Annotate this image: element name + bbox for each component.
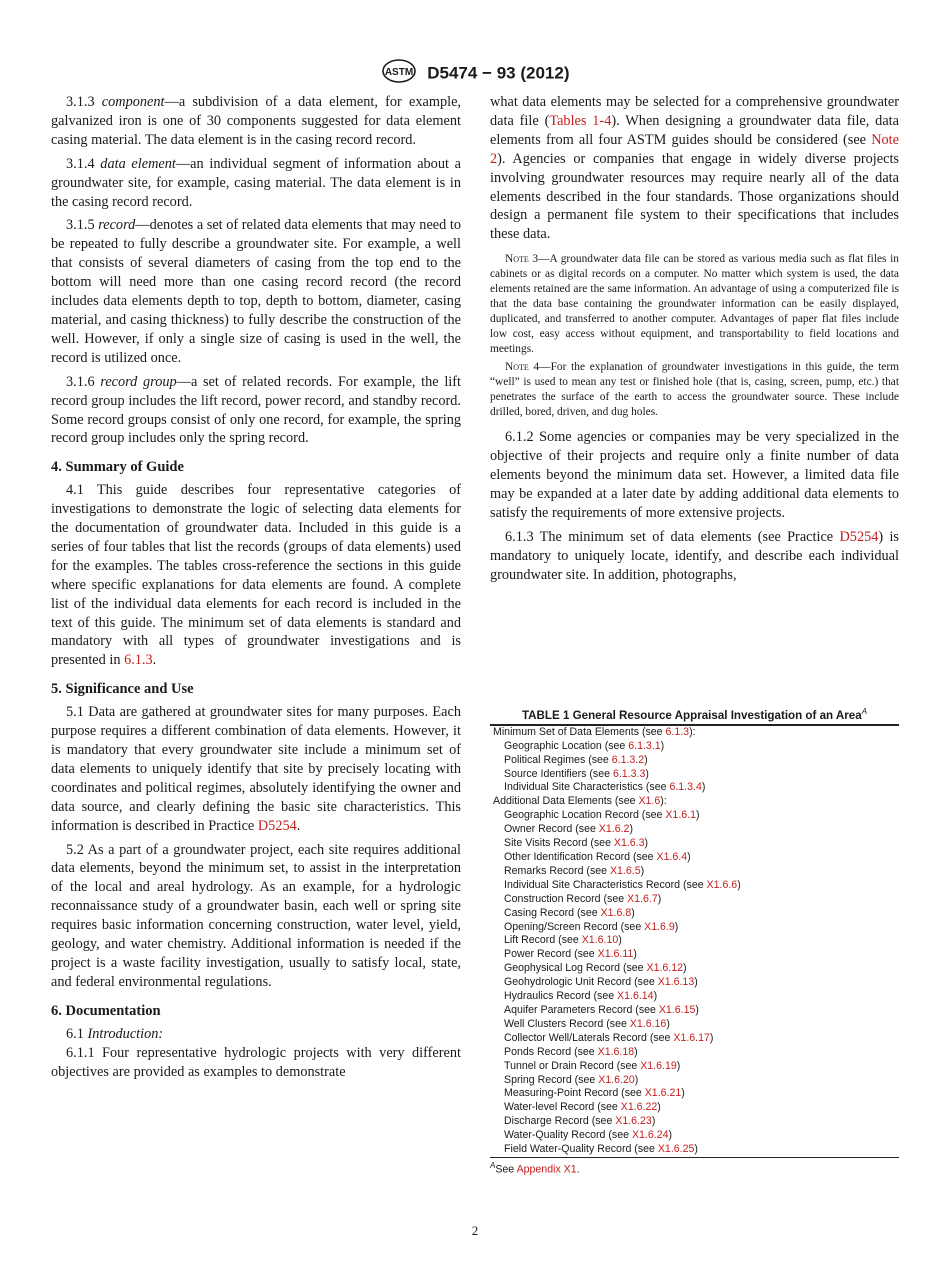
table-row-label: Aquifer Parameters Record (see xyxy=(504,1003,659,1016)
section-6-1-2: 6.1.2 Some agencies or companies may be very specialized in the objective of their projects and require only a finite number of data elements beyond the minimum data set. However, a limited data file may be expanded at a later date by adding additional data elements to satisfy the requirements of more extensive projects. xyxy=(490,429,899,521)
table-row-tail: ) xyxy=(681,1087,685,1100)
table-row xyxy=(490,781,899,795)
table-row-label: Tunnel or Drain Record (see xyxy=(504,1059,641,1072)
table-row-label: Geophysical Log Record (see xyxy=(504,962,647,975)
table-row-label: Political Regimes (see xyxy=(504,753,612,766)
section-3-1-4: 3.1.4 data element—an individual segment of information about a groundwater site, for example, casing material. The data element is in the casing record record. xyxy=(51,155,461,210)
page-header xyxy=(0,58,950,89)
table-row-ref-link[interactable]: X1.6.7 xyxy=(627,892,658,905)
table-row-ref-link[interactable]: X1.6.19 xyxy=(640,1059,677,1072)
table-row-ref-link[interactable]: X1.6.23 xyxy=(615,1115,652,1128)
table-row-ref-link[interactable]: X1.6.12 xyxy=(646,962,684,975)
table-row xyxy=(490,837,899,851)
table-row xyxy=(490,893,899,907)
right-column xyxy=(490,93,899,590)
table-row-ref-link[interactable]: X1.6.16 xyxy=(629,1017,667,1030)
table-row-label: Field Water-Quality Record (see xyxy=(504,1143,658,1156)
table-row-label: Measuring-Point Record (see xyxy=(504,1087,645,1100)
table-row-label: Remarks Record (see xyxy=(504,864,610,877)
left-column xyxy=(51,93,461,1086)
table-row-tail: ) xyxy=(634,1073,639,1086)
table-row xyxy=(490,1060,899,1074)
table-row-ref-link[interactable]: 6.1.3 xyxy=(665,725,690,738)
table-row-label: Water-Quality Record (see xyxy=(504,1129,632,1142)
table-row-label: Construction Record (see xyxy=(504,892,628,905)
svg-text:ASTM: ASTM xyxy=(384,67,413,78)
table-row xyxy=(490,879,899,893)
astm-logo-icon xyxy=(381,58,417,89)
table-row-tail: ) xyxy=(695,1003,699,1016)
table-row xyxy=(490,1115,899,1129)
table-row-label: Well Clusters Record (see xyxy=(504,1017,630,1030)
table-row-tail: ) xyxy=(629,823,633,836)
table-row-ref-link[interactable]: X1.6.21 xyxy=(644,1087,682,1100)
section-6-1-1-continued: what data elements may be selected for a comprehensive groundwater data file (Tables 1-4). When designing a groundwater data file, data elements from all four ASTM guides should be considered (see Note 2). Agencies or companies that engage in widely diverse projects involving groundwater resources may require nearly all of the data elements described in the four standards. Those organizations should design a permanent file system to their specifications that includes these data. xyxy=(490,94,899,243)
table-row-ref-link[interactable]: X1.6.20 xyxy=(598,1073,635,1086)
table-row-label: Geographic Location (see xyxy=(504,739,629,752)
table-row-label: Casing Record (see xyxy=(504,906,601,919)
table-row-tail: ) xyxy=(683,962,687,975)
table-row-ref-link[interactable]: X1.6.9 xyxy=(644,920,675,933)
table-row-ref-link[interactable]: X1.6.6 xyxy=(706,878,738,891)
section-3-1-5: 3.1.5 record—denotes a set of related data elements that may need to be repeated to fully describe a groundwater site. For example, a well that consists of several diameters of casing from the top end to the bottom will need more than one casing record record (the record includes data elements depth to top, depth to bottom, diameter, casing material, and casing thickness) to fully describe the construction of the well. However, if only a single size of casing is used in the well, the record is utilized once. xyxy=(51,217,462,366)
table-row-ref-link[interactable]: X1.6.13 xyxy=(657,976,695,989)
table-row-ref-link[interactable]: X1.6.5 xyxy=(609,864,641,877)
table-row xyxy=(490,1046,899,1060)
table-row-tail: ) xyxy=(660,739,665,752)
link-note-2[interactable]: Note 2 xyxy=(490,131,899,167)
table-row-tail: ) xyxy=(668,1129,673,1142)
note-3: Note 3—A groundwater data file can be stored as various media such as flat files in cabinets or as digital records on a computer. No matter which system is used, the data elements retained are the same information. An advantage of using a computerized file is that the data base containing the groundwater information can be easily displayed, duplicated, and transferred to another computer. Advantages of paper flat files include low cost, easy access without equipment, and transportability to field locations and meetings. xyxy=(490,253,899,356)
table-row-label: Individual Site Characteristics Record (see xyxy=(504,878,707,891)
section-5-1: 5.1 Data are gathered at groundwater sites for many purposes. Each purpose requires a different combination of data elements. However, it is mandatory that every groundwater site include a minimum set of data elements to uniquely identify that site by precisely locating with coordinates and political regimes, absolutely identifying the owner and data source, and clearly defining the basic site characteristics. This information is described in Practice D5254. xyxy=(51,704,461,834)
table-row-ref-link[interactable]: 6.1.3.3 xyxy=(612,767,646,780)
table-row-ref-link[interactable]: 6.1.3.4 xyxy=(669,781,702,794)
table-row-label: Other Identification Record (see xyxy=(504,851,657,864)
table-1 xyxy=(490,707,899,1175)
table-row xyxy=(490,962,899,976)
table-footnote: $^A$See Appendix X1. xyxy=(490,1160,580,1176)
section-6-1: 6.1 Introduction: xyxy=(66,1025,164,1042)
table-row xyxy=(490,740,899,754)
table-row xyxy=(490,823,899,837)
table-row-ref-link[interactable]: X1.6.10 xyxy=(581,934,619,947)
table-row-tail: ) xyxy=(657,1101,661,1114)
table-row-tail: ) xyxy=(737,878,741,891)
table-row-ref-link[interactable]: 6.1.3.2 xyxy=(611,753,645,766)
table-row-label: Spring Record (see xyxy=(504,1073,599,1086)
table-row-label: Individual Site Characteristics (see xyxy=(504,781,670,794)
table-row xyxy=(490,865,899,879)
heading-summary-of-guide: 4. Summary of Guide xyxy=(51,459,184,476)
table-row xyxy=(490,1032,899,1046)
table-row xyxy=(490,990,899,1004)
table-row-ref-link[interactable]: X1.6.4 xyxy=(656,851,688,864)
table-row-tail: ) xyxy=(631,906,635,919)
table-row-tail: ): xyxy=(689,725,696,738)
link-6-1-3[interactable]: 6.1.3 xyxy=(124,652,153,669)
table-row-label: Geographic Location Record (see xyxy=(504,809,666,822)
link-tables-1-4[interactable]: Tables 1-4 xyxy=(549,112,612,129)
table-row-label: Discharge Record (see xyxy=(504,1115,616,1128)
table-row-label: Owner Record (see xyxy=(504,823,599,836)
table-row-tail: ) xyxy=(644,837,649,850)
table-row xyxy=(490,1087,899,1101)
table-row-ref-link[interactable]: X1.6.1 xyxy=(665,809,696,822)
table-row xyxy=(490,934,899,948)
table-row-ref-link[interactable]: X1.6.8 xyxy=(600,906,632,919)
section-4-1: 4.1 This guide describes four representative categories of investigations to demonstrate the logic of selecting data elements for the documentation of groundwater data. Included in this guide is a series of four tables that list the records (groups of data elements) used for the examples. The tables cross-reference the sections in this guide where specific explanations for data elements are found. A complete list of the individual data elements for each record is included in the text of this guide. The minimum set of data elements is standard and mandatory with all types of groundwater investigations and is presented in 6.1.3. xyxy=(51,482,461,669)
section-5-2: 5.2 As a part of a groundwater project, each site requires additional data elements, beyond the minimum set, to assist in the interpretation of the local and areal hydrology. As an example, for a hydrologic reconnaissance study of a groundwater basin, each well or spring site requires basic information concerning construction, water level, yield, geology, and water chemistry. Additional information is needed if the project is a waste facility investigation, usually to satisfy local, state, and federal environmental regulations. xyxy=(51,841,461,990)
table-row xyxy=(490,1074,899,1088)
section-6-1-3: 6.1.3 The minimum set of data elements (see Practice D5254) is mandatory to uniquely locate, identify, and describe each individual groundwater site. In addition, photographs, xyxy=(490,528,900,583)
table-row-ref-link[interactable]: X1.6.14 xyxy=(617,990,654,1003)
table-row-tail: ): xyxy=(660,795,667,808)
table-row-tail: ) xyxy=(644,753,648,766)
table-row xyxy=(490,1129,899,1143)
table-row-tail: ) xyxy=(696,809,700,822)
table-row xyxy=(490,1004,899,1018)
table-row-ref-link[interactable]: X1.6.15 xyxy=(658,1003,696,1016)
table-row-label: Minimum Set of Data Elements (see xyxy=(493,725,666,738)
table-row xyxy=(490,907,899,921)
table-row xyxy=(490,768,899,782)
table-row xyxy=(490,795,899,809)
heading-documentation: 6. Documentation xyxy=(51,1002,161,1019)
table-row-ref-link[interactable]: X1.6.24 xyxy=(631,1129,669,1142)
table-row-ref-link[interactable]: X1.6 xyxy=(638,795,661,808)
table-row-tail: ) xyxy=(694,1143,698,1156)
link-appendix-x1[interactable]: Appendix X1 xyxy=(516,1163,577,1176)
table-row-tail: ) xyxy=(709,1031,714,1044)
table-row-label: Geohydrologic Unit Record (see xyxy=(504,976,658,989)
table-row-ref-link[interactable]: 6.1.3.1 xyxy=(628,739,661,752)
table-row-label: Water-level Record (see xyxy=(504,1101,621,1114)
table-row-tail: ) xyxy=(640,864,645,877)
table-row-tail: ) xyxy=(701,781,706,794)
link-d5254[interactable]: D5254 xyxy=(257,817,297,834)
table-row-tail: ) xyxy=(657,892,662,905)
table-body xyxy=(490,726,899,1157)
table-row xyxy=(490,809,899,823)
table-row xyxy=(490,1143,899,1157)
table-row-tail: ) xyxy=(653,990,658,1003)
table-row-ref-link[interactable]: X1.6.17 xyxy=(673,1031,710,1044)
table-row-ref-link[interactable]: X1.6.18 xyxy=(597,1045,635,1058)
table-row xyxy=(490,726,899,740)
page-number: 2 xyxy=(471,1223,479,1238)
table-row-label: Ponds Record (see xyxy=(504,1045,598,1058)
link-d5254[interactable]: D5254 xyxy=(839,528,879,545)
table-row xyxy=(490,1101,899,1115)
table-row-ref-link[interactable]: X1.6.11 xyxy=(597,948,634,961)
table-row xyxy=(490,976,899,990)
table-row-tail: ) xyxy=(633,948,637,961)
table-row xyxy=(490,948,899,962)
table-row-label: Additional Data Elements (see xyxy=(493,795,639,808)
table-row-tail: ) xyxy=(674,920,679,933)
table-bottom-rule xyxy=(490,1157,899,1158)
table-row-tail: ) xyxy=(618,934,622,947)
table-row-ref-link[interactable]: X1.6.25 xyxy=(657,1143,695,1156)
table-row-label: Collector Well/Laterals Record (see xyxy=(504,1031,674,1044)
table-row-tail: ) xyxy=(651,1115,656,1128)
heading-significance-and-use: 5. Significance and Use xyxy=(51,681,194,698)
table-row-tail: ) xyxy=(694,976,698,989)
table-row-label: Opening/Screen Record (see xyxy=(504,920,645,933)
table-row-tail: ) xyxy=(634,1045,638,1058)
table-row-label: Lift Record (see xyxy=(504,934,582,947)
table-title: TABLE 1 General Resource Appraisal Investigation of an Area$^A$ xyxy=(521,707,868,722)
section-6-1-1: 6.1.1 Four representative hydrologic projects with very different objectives are provided as examples to demonstrate xyxy=(51,1044,461,1080)
table-row xyxy=(490,921,899,935)
note-4: Note 4—For the explanation of groundwater investigations in this guide, the term “well” is used to mean any test or finished hole (that is, casing, screen, pump, etc.) that penetrates the surface of the earth to access the groundwater source. These include drilled, bored, driven, and dug holes. xyxy=(490,361,899,419)
table-row-ref-link[interactable]: X1.6.2 xyxy=(598,823,630,836)
table-row-tail: ) xyxy=(666,1017,670,1030)
table-row-label: Site Visits Record (see xyxy=(504,837,614,850)
table-row xyxy=(490,851,899,865)
table-row-label: Power Record (see xyxy=(504,948,598,961)
document-designation: D5474 − 93 (2012) xyxy=(427,63,570,83)
table-row-ref-link[interactable]: X1.6.22 xyxy=(620,1101,658,1114)
table-row xyxy=(490,1018,899,1032)
table-row xyxy=(490,754,899,768)
table-row-label: Hydraulics Record (see xyxy=(504,990,618,1003)
table-row-label: Source Identifiers (see xyxy=(504,767,613,780)
section-3-1-6: 3.1.6 record group—a set of related records. For example, the lift record group includes the lift record, power record, and standby record. Some record groups consist of only one record, for example, the spring record group includes only the spring record. xyxy=(51,373,461,447)
table-row-tail: ) xyxy=(676,1059,681,1072)
table-row-tail: ) xyxy=(687,851,691,864)
table-row-tail: ) xyxy=(645,767,649,780)
table-row-ref-link[interactable]: X1.6.3 xyxy=(613,837,645,850)
section-3-1-3: 3.1.3 component—a subdivision of a data element, for example, galvanized iron is one of 30 components suggested for data element casing material. The data element is in the casing record record. xyxy=(51,94,461,148)
